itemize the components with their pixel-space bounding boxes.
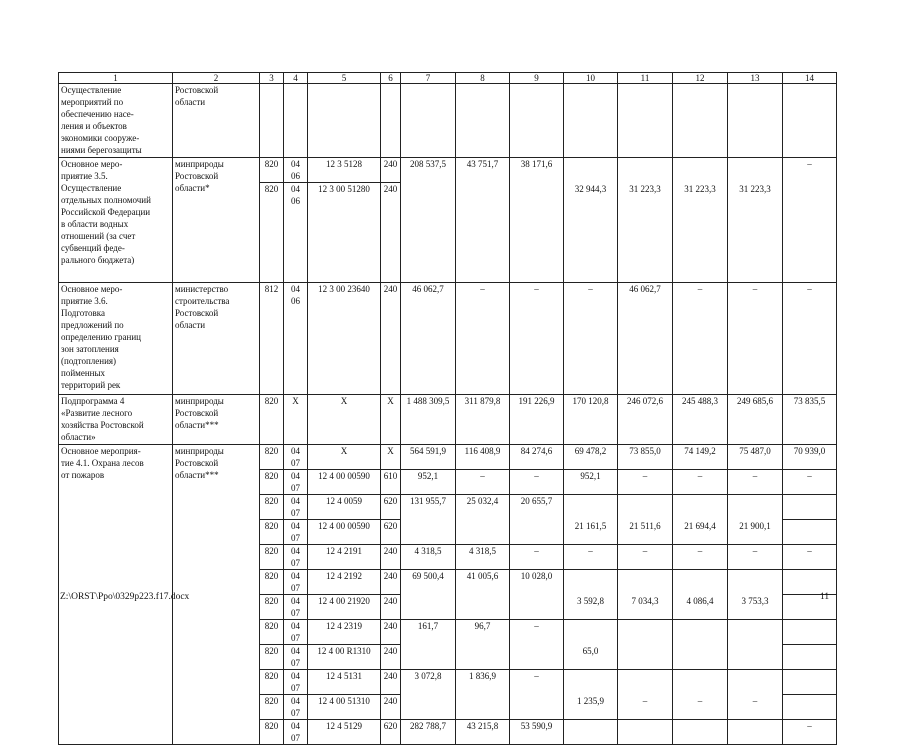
col-9-2015: [510, 84, 564, 158]
col-7-total: 564 591,9: [401, 445, 456, 470]
header-cell: 7: [401, 73, 456, 84]
col-11-2017: [618, 620, 673, 645]
header-cell: 3: [260, 73, 284, 84]
col-12-2018: [673, 620, 728, 645]
col-10-2016: [564, 720, 618, 745]
col-13-2019: –: [728, 545, 783, 570]
col-10-2016: 69 478,2: [564, 445, 618, 470]
footer-file-path: Z:\ORST\Ppo\0329p223.f17.docx: [60, 592, 190, 602]
col-3-ministry-code: 820: [260, 445, 284, 470]
col-12-2018: [673, 158, 728, 183]
col-10-2016: 1 235,9: [564, 695, 618, 720]
header-row: [59, 73, 837, 84]
col-8-2014: [456, 645, 510, 670]
col-6-expense-type: 240: [381, 695, 401, 720]
col-12-2018: [673, 84, 728, 158]
activity-name: Подпрограмма 4 «Развитие лесного хозяйства Ростовской области»: [59, 395, 173, 445]
col-10-2016: [564, 620, 618, 645]
col-6-expense-type: 620: [381, 720, 401, 745]
col-10-2016: –: [564, 283, 618, 395]
col-3-ministry-code: 820: [260, 570, 284, 595]
col-14-2020: –: [783, 720, 837, 745]
col-4-section: 04 07: [284, 495, 308, 520]
col-13-2019: 21 900,1: [728, 520, 783, 545]
col-14-2020: –: [783, 158, 837, 283]
col-14-2020: –: [783, 470, 837, 495]
col-3-ministry-code: 820: [260, 695, 284, 720]
col-3-ministry-code: 820: [260, 670, 284, 695]
col-6-expense-type: 240: [381, 670, 401, 695]
col-11-2017: [618, 158, 673, 183]
col-11-2017: [618, 570, 673, 595]
col-6-expense-type: 240: [381, 158, 401, 183]
col-4-section: 04 07: [284, 695, 308, 720]
col-6-expense-type: 240: [381, 545, 401, 570]
header-cell: 13: [728, 73, 783, 84]
col-5-target-article: 12 4 00 R1310: [308, 645, 381, 670]
col-3-ministry-code: 812: [260, 283, 284, 395]
col-12-2018: –: [673, 470, 728, 495]
col-5-target-article: 12 4 5131: [308, 670, 381, 695]
col-5-target-article: 12 4 00 00590: [308, 520, 381, 545]
col-14-2020: [783, 695, 837, 720]
col-13-2019: 75 487,0: [728, 445, 783, 470]
col-11-2017: [618, 670, 673, 695]
col-8-2014: 25 032,4: [456, 495, 510, 520]
col-13-2019: –: [728, 470, 783, 495]
col-8-2014: [456, 595, 510, 620]
header-cell: 10: [564, 73, 618, 84]
col-14-2020: –: [783, 545, 837, 570]
col-6-expense-type: 240: [381, 595, 401, 620]
col-7-total: 3 072,8: [401, 670, 456, 695]
col-4-section: 04 07: [284, 720, 308, 745]
col-8-2014: 1 836,9: [456, 670, 510, 695]
col-11-2017: –: [618, 695, 673, 720]
col-4-section: 04 06: [284, 158, 308, 183]
col-12-2018: 74 149,2: [673, 445, 728, 470]
col-10-2016: 3 592,8: [564, 595, 618, 620]
col-4-section: 04 06: [284, 283, 308, 395]
col-14-2020: [783, 670, 837, 695]
col-6-expense-type: 620: [381, 495, 401, 520]
col-13-2019: 249 685,6: [728, 395, 783, 445]
col-4-section: 04 07: [284, 570, 308, 595]
col-7-total: [401, 183, 456, 283]
col-6-expense-type: 240: [381, 283, 401, 395]
col-7-total: 1 488 309,5: [401, 395, 456, 445]
col-14-2020: [783, 570, 837, 595]
col-9-2015: 53 590,9: [510, 720, 564, 745]
col-13-2019: –: [728, 283, 783, 395]
col-5-target-article: 12 3 5128: [308, 158, 381, 183]
header-cell: 5: [308, 73, 381, 84]
col-9-2015: –: [510, 283, 564, 395]
col-3-ministry-code: 820: [260, 395, 284, 445]
col-5-target-article: 12 4 00 51310: [308, 695, 381, 720]
col-3-ministry-code: 820: [260, 645, 284, 670]
executor-name: министерство строительства Ростовской области: [173, 283, 260, 395]
col-9-2015: 191 226,9: [510, 395, 564, 445]
col-6-expense-type: 610: [381, 470, 401, 495]
col-7-total: [401, 595, 456, 620]
col-11-2017: 46 062,7: [618, 283, 673, 395]
col-13-2019: [728, 670, 783, 695]
header-cell: 6: [381, 73, 401, 84]
col-4-section: [284, 84, 308, 158]
col-14-2020: [783, 495, 837, 520]
col-12-2018: –: [673, 283, 728, 395]
col-12-2018: –: [673, 545, 728, 570]
executor-name: Ростовской области: [173, 84, 260, 158]
col-6-expense-type: 240: [381, 620, 401, 645]
col-7-total: [401, 520, 456, 545]
activity-name: Основное меро- приятие 3.5. Осуществление отдельных полномочий Российской Федерации в области водных отношений (за счет субвенций феде- рального бюджета): [59, 158, 173, 283]
col-4-section: Х: [284, 395, 308, 445]
col-4-section: 04 07: [284, 645, 308, 670]
col-4-section: 04 07: [284, 470, 308, 495]
header-cell: 14: [783, 73, 837, 84]
activity-name: Основное мероприя- тие 4.1. Охрана лесов от пожаров: [59, 445, 173, 745]
col-9-2015: [510, 183, 564, 283]
executor-name: минприроды Ростовской области***: [173, 395, 260, 445]
col-13-2019: –: [728, 695, 783, 720]
col-5-target-article: 12 4 00 21920: [308, 595, 381, 620]
col-13-2019: 31 223,3: [728, 183, 783, 283]
col-5-target-article: 12 4 00 00590: [308, 470, 381, 495]
col-9-2015: –: [510, 545, 564, 570]
col-13-2019: 3 753,3: [728, 595, 783, 620]
col-11-2017: 21 511,6: [618, 520, 673, 545]
col-6-expense-type: Х: [381, 395, 401, 445]
activity-name: Осуществление мероприятий по обеспечению насе- ления и объектов экономики сооруже- ниями берегозащиты: [59, 84, 173, 158]
col-8-2014: 43 751,7: [456, 158, 510, 183]
col-9-2015: 20 655,7: [510, 495, 564, 520]
col-10-2016: 65,0: [564, 645, 618, 670]
header-cell: 11: [618, 73, 673, 84]
col-13-2019: [728, 84, 783, 158]
header-cell: 9: [510, 73, 564, 84]
col-3-ministry-code: 820: [260, 620, 284, 645]
col-10-2016: [564, 670, 618, 695]
col-7-total: [401, 645, 456, 670]
col-8-2014: [456, 520, 510, 545]
col-12-2018: –: [673, 695, 728, 720]
col-10-2016: [564, 84, 618, 158]
col-10-2016: –: [564, 545, 618, 570]
col-12-2018: 4 086,4: [673, 595, 728, 620]
col-9-2015: [510, 595, 564, 620]
col-11-2017: 246 072,6: [618, 395, 673, 445]
col-9-2015: 38 171,6: [510, 158, 564, 183]
col-6-expense-type: 240: [381, 183, 401, 283]
col-12-2018: [673, 570, 728, 595]
col-9-2015: 10 028,0: [510, 570, 564, 595]
col-12-2018: 31 223,3: [673, 183, 728, 283]
col-3-ministry-code: 820: [260, 183, 284, 283]
col-5-target-article: 12 4 0059: [308, 495, 381, 520]
col-4-section: 04 07: [284, 545, 308, 570]
col-7-total: 131 955,7: [401, 495, 456, 520]
col-13-2019: [728, 570, 783, 595]
col-11-2017: –: [618, 545, 673, 570]
header-cell: 12: [673, 73, 728, 84]
col-5-target-article: 12 4 2192: [308, 570, 381, 595]
col-7-total: 161,7: [401, 620, 456, 645]
col-8-2014: [456, 183, 510, 283]
col-14-2020: [783, 620, 837, 645]
col-8-2014: 41 005,6: [456, 570, 510, 595]
col-4-section: 04 07: [284, 520, 308, 545]
col-13-2019: [728, 620, 783, 645]
col-5-target-article: 12 4 2319: [308, 620, 381, 645]
col-14-2020: [783, 645, 837, 670]
table-row: [59, 395, 837, 445]
col-8-2014: 96,7: [456, 620, 510, 645]
col-4-section: 04 07: [284, 445, 308, 470]
col-14-2020: [783, 84, 837, 158]
col-11-2017: [618, 84, 673, 158]
col-3-ministry-code: 820: [260, 545, 284, 570]
header-cell: 8: [456, 73, 510, 84]
col-8-2014: 116 408,9: [456, 445, 510, 470]
col-7-total: [401, 695, 456, 720]
col-9-2015: –: [510, 670, 564, 695]
col-7-total: 69 500,4: [401, 570, 456, 595]
col-10-2016: [564, 570, 618, 595]
col-8-2014: –: [456, 470, 510, 495]
table-row: [59, 445, 837, 470]
col-14-2020: 70 939,0: [783, 445, 837, 470]
col-13-2019: [728, 720, 783, 745]
col-11-2017: –: [618, 470, 673, 495]
col-5-target-article: 12 4 5129: [308, 720, 381, 745]
footer-page-number: 11: [820, 592, 830, 602]
col-11-2017: 7 034,3: [618, 595, 673, 620]
col-9-2015: [510, 645, 564, 670]
col-7-total: 282 788,7: [401, 720, 456, 745]
col-3-ministry-code: 820: [260, 720, 284, 745]
col-12-2018: [673, 495, 728, 520]
col-11-2017: [618, 495, 673, 520]
col-8-2014: [456, 695, 510, 720]
table-row: [59, 84, 837, 158]
table-row: [59, 283, 837, 395]
col-3-ministry-code: 820: [260, 520, 284, 545]
col-8-2014: 311 879,8: [456, 395, 510, 445]
col-11-2017: 31 223,3: [618, 183, 673, 283]
col-10-2016: 170 120,8: [564, 395, 618, 445]
col-5-target-article: Х: [308, 395, 381, 445]
budget-table: [58, 72, 837, 745]
col-14-2020: [783, 520, 837, 545]
col-6-expense-type: [381, 84, 401, 158]
col-5-target-article: Х: [308, 445, 381, 470]
col-10-2016: [564, 495, 618, 520]
col-12-2018: [673, 645, 728, 670]
col-7-total: 952,1: [401, 470, 456, 495]
table-row: [59, 158, 837, 183]
col-8-2014: 43 215,8: [456, 720, 510, 745]
col-10-2016: 21 161,5: [564, 520, 618, 545]
col-3-ministry-code: 820: [260, 158, 284, 183]
col-3-ministry-code: [260, 84, 284, 158]
header-cell: 1: [59, 73, 173, 84]
col-6-expense-type: Х: [381, 445, 401, 470]
header-cell: 2: [173, 73, 260, 84]
col-13-2019: [728, 495, 783, 520]
col-13-2019: [728, 158, 783, 183]
col-11-2017: [618, 645, 673, 670]
col-3-ministry-code: 820: [260, 595, 284, 620]
col-10-2016: [564, 158, 618, 183]
header-cell: 4: [284, 73, 308, 84]
col-11-2017: [618, 720, 673, 745]
col-6-expense-type: 620: [381, 520, 401, 545]
col-13-2019: [728, 645, 783, 670]
col-8-2014: 4 318,5: [456, 545, 510, 570]
col-12-2018: [673, 670, 728, 695]
col-12-2018: [673, 720, 728, 745]
col-5-target-article: [308, 84, 381, 158]
col-3-ministry-code: 820: [260, 495, 284, 520]
col-6-expense-type: 240: [381, 645, 401, 670]
col-7-total: 4 318,5: [401, 545, 456, 570]
col-8-2014: –: [456, 283, 510, 395]
col-12-2018: 21 694,4: [673, 520, 728, 545]
col-9-2015: –: [510, 620, 564, 645]
executor-name: минприроды Ростовской области*: [173, 158, 260, 283]
executor-name: минприроды Ростовской области***: [173, 445, 260, 745]
col-14-2020: 73 835,5: [783, 395, 837, 445]
col-14-2020: –: [783, 283, 837, 395]
col-4-section: 04 07: [284, 620, 308, 645]
col-9-2015: –: [510, 470, 564, 495]
col-5-target-article: 12 3 00 23640: [308, 283, 381, 395]
col-7-total: [401, 84, 456, 158]
col-8-2014: [456, 84, 510, 158]
col-9-2015: 84 274,6: [510, 445, 564, 470]
col-4-section: 04 06: [284, 183, 308, 283]
col-12-2018: 245 488,3: [673, 395, 728, 445]
col-5-target-article: 12 4 2191: [308, 545, 381, 570]
col-7-total: 46 062,7: [401, 283, 456, 395]
col-4-section: 04 07: [284, 595, 308, 620]
col-9-2015: [510, 520, 564, 545]
col-9-2015: [510, 695, 564, 720]
col-10-2016: 32 944,3: [564, 183, 618, 283]
col-7-total: 208 537,5: [401, 158, 456, 183]
col-6-expense-type: 240: [381, 570, 401, 595]
col-10-2016: 952,1: [564, 470, 618, 495]
col-4-section: 04 07: [284, 670, 308, 695]
activity-name: Основное меро- приятие 3.6. Подготовка предложений по определению границ зон затопления (подтопления) пойменных территорий рек: [59, 283, 173, 395]
col-11-2017: 73 855,0: [618, 445, 673, 470]
col-5-target-article: 12 3 00 51280: [308, 183, 381, 283]
col-3-ministry-code: 820: [260, 470, 284, 495]
